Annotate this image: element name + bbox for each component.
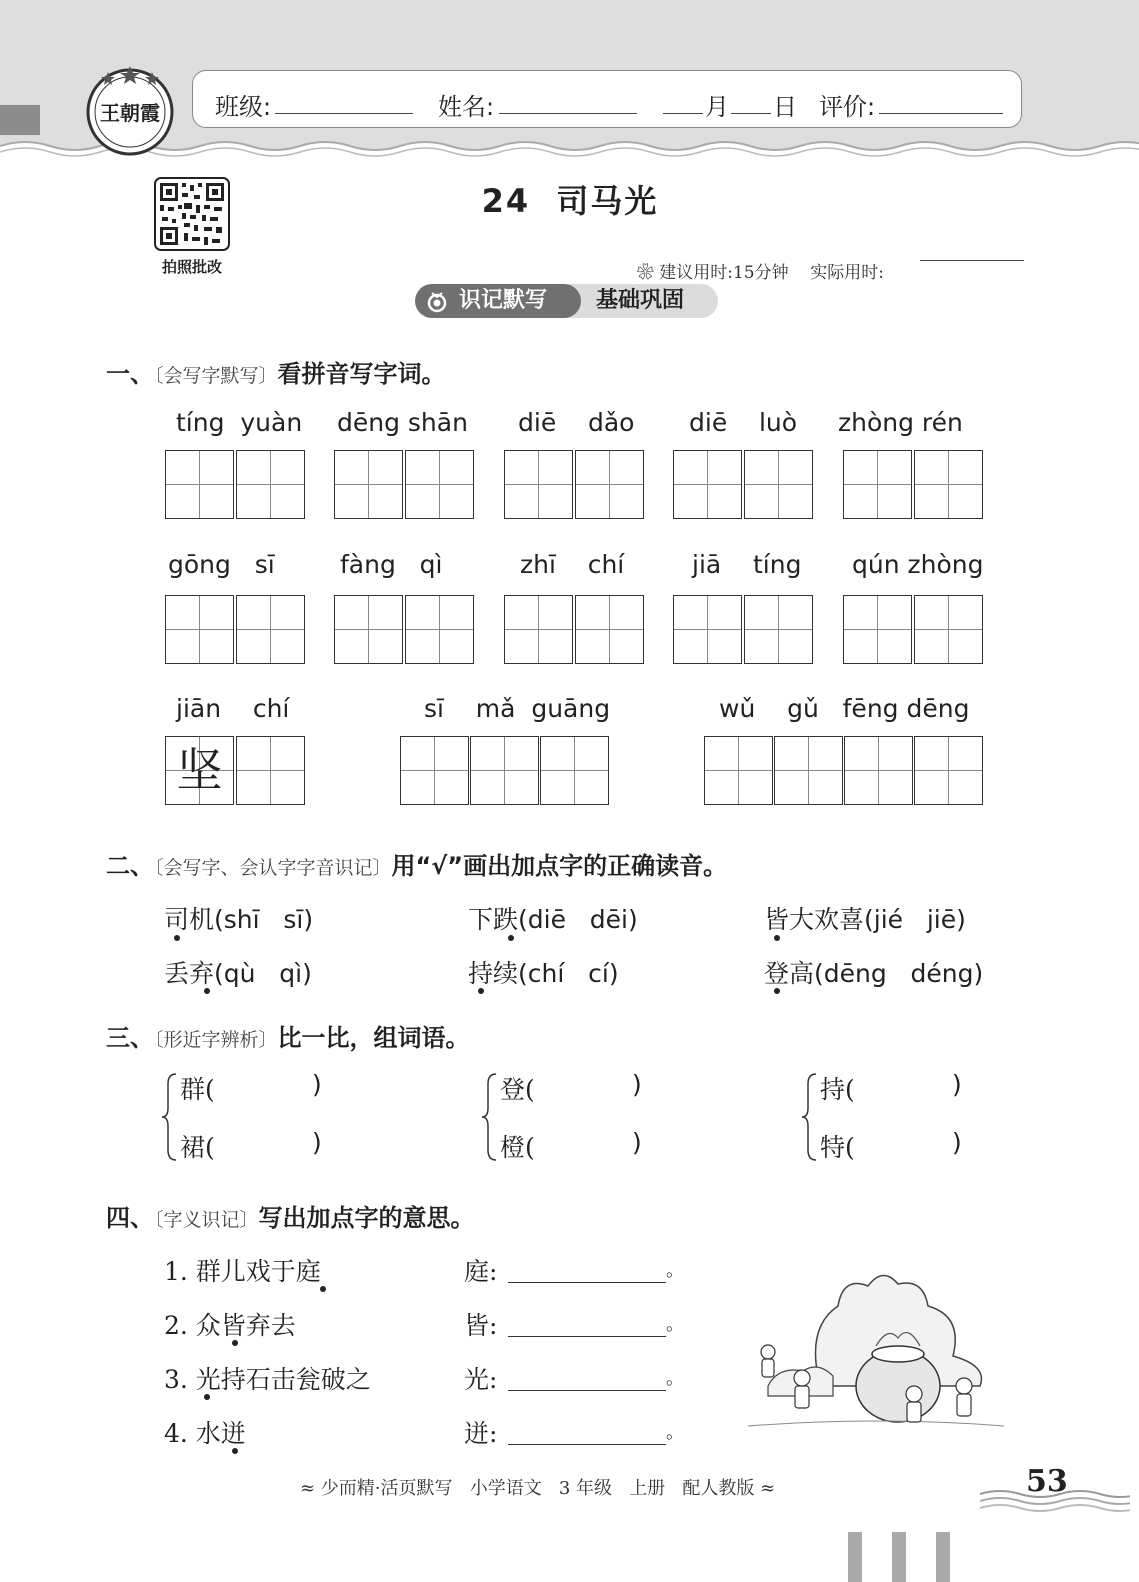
period-mark: 。 [666,1422,684,1443]
writing-grid-cell-prefilled [165,736,234,805]
definition-key: 迸: [464,1419,498,1448]
emphasis-dot [232,1340,238,1346]
writing-grid-cell[interactable] [405,595,474,664]
q3-instruction: 比一比，组词语。 [277,1024,470,1052]
day-label: 日 [773,93,797,121]
emphasis-dot [232,1448,238,1454]
close-paren: ) [632,1128,642,1157]
writing-grid-cell[interactable] [236,450,305,519]
sentence-item: 4. 水迸 [164,1419,246,1448]
writing-grid-cell[interactable] [540,736,609,805]
word-input-blank[interactable] [854,1072,948,1102]
writing-grid-cell[interactable] [504,450,573,519]
writing-grid-cell[interactable] [405,450,474,519]
close-paren: ) [952,1128,962,1157]
prefilled-character: 坚 [176,743,223,797]
lesson-title: 24 司马光 [481,182,659,220]
pinyin-label: qún zhòng [852,550,984,579]
definition-input-line[interactable] [508,1282,666,1283]
emphasis-dot [774,988,780,994]
definition-key: 光: [464,1365,498,1394]
q1-number: 一、 [106,360,154,388]
pinyin-label: wǔ gǔ fēng dēng [719,694,970,723]
writing-grid-cell[interactable] [744,595,813,664]
writing-grid-cell[interactable] [774,736,843,805]
q3-number: 三、 [106,1024,154,1052]
writing-grid-cell[interactable] [236,736,305,805]
emphasis-dot [320,1286,326,1292]
word-pair-item: 群( [180,1075,215,1104]
pronunciation-item[interactable]: 司机(shī sī) [164,905,314,934]
word-input-blank[interactable] [854,1130,948,1160]
writing-grid-cell[interactable] [165,450,234,519]
close-paren: ) [312,1070,322,1099]
period-mark: 。 [666,1368,684,1389]
left-brace-icon [160,1072,180,1162]
q1-tag: 〔会写字默写〕 [154,365,278,387]
definition-key: 庭: [464,1257,498,1286]
period-mark: 。 [666,1314,684,1335]
writing-grid-cell[interactable] [504,595,573,664]
pinyin-label: sī mǎ guāng [424,694,611,723]
rating-input-line[interactable] [879,113,1003,114]
pronunciation-item[interactable]: 登高(dēng déng) [764,959,984,988]
writing-grid-cell[interactable] [843,595,912,664]
section-tab-secondary: 基础巩固 [562,284,718,318]
pronunciation-item[interactable]: 持续(chí cí) [468,959,619,988]
question-3-heading [106,1018,470,1053]
svg-text:王朝霞: 王朝霞 [100,101,160,125]
word-pair-item: 橙( [500,1133,535,1162]
q4-tag: 〔字义识记〕 [154,1209,259,1231]
emphasis-dot [204,988,210,994]
sentence-item: 1. 群儿戏于庭 [164,1257,321,1286]
actual-time-input-line[interactable] [920,260,1024,261]
pronunciation-item[interactable]: 皆大欢喜(jié jiē) [764,905,966,934]
pinyin-label: dēng shān [337,408,468,437]
pinyin-label: diē dǎo [518,408,635,437]
word-input-blank[interactable] [534,1130,628,1160]
sentence-item: 3. 光持石击瓮破之 [164,1365,371,1394]
writing-grid-cell[interactable] [914,450,983,519]
writing-grid-cell[interactable] [236,595,305,664]
question-2-heading [106,846,727,881]
medal-icon [426,291,448,313]
pinyin-label: gōng sī [168,550,275,579]
pronunciation-item[interactable]: 下跌(diē dēi) [468,905,638,934]
pinyin-label: jiān chí [176,694,290,723]
rating-label: 评价: [819,93,876,121]
pinyin-label: tíng yuàn [176,408,303,437]
emphasis-dot [204,1394,210,1400]
writing-grid-cell[interactable] [844,736,913,805]
definition-input-line[interactable] [508,1390,666,1391]
emphasis-dot [508,935,514,941]
q3-tag: 〔形近字辨析〕 [154,1029,278,1051]
time-hint [626,238,884,283]
q4-instruction: 写出加点字的意思。 [258,1204,475,1232]
page-number: 53 [1026,1464,1068,1499]
word-pair-item: 持( [820,1075,855,1104]
writing-grid-cell[interactable] [704,736,773,805]
left-brace-icon [480,1072,500,1162]
writing-grid-cell[interactable] [673,450,742,519]
pronunciation-item[interactable]: 丢弃(qù qì) [164,959,312,988]
definition-key: 皆: [464,1311,498,1340]
time-hint-text: 建议用时:15分钟 实际用时: [659,263,884,283]
word-input-blank[interactable] [534,1072,628,1102]
class-label: 班级: [215,93,272,121]
brand-logo-icon [84,64,176,156]
name-input-line[interactable] [499,113,637,114]
sima-guang-illustration [748,1266,1004,1438]
left-edge-tab [0,105,40,135]
word-pair-item: 裙( [180,1133,215,1162]
emphasis-dot [774,935,780,941]
q4-number: 四、 [106,1204,154,1232]
writing-grid-cell[interactable] [843,450,912,519]
close-paren: ) [312,1128,322,1157]
writing-grid-cell[interactable] [744,450,813,519]
word-input-blank[interactable] [214,1130,308,1160]
word-pair-item: 登( [500,1075,535,1104]
close-paren: ) [632,1070,642,1099]
definition-input-line[interactable] [508,1444,666,1445]
period-mark: 。 [666,1260,684,1281]
writing-grid-cell[interactable] [914,595,983,664]
writing-grid-cell[interactable] [334,450,403,519]
writing-grid-cell[interactable] [575,595,644,664]
writing-grid-cell[interactable] [400,736,469,805]
footer-bars-decoration [848,1532,958,1582]
writing-grid-cell[interactable] [914,736,983,805]
qr-code-icon[interactable] [154,177,230,251]
name-label: 姓名: [438,93,495,121]
close-paren: ) [952,1070,962,1099]
pinyin-label: zhòng rén [838,408,963,437]
pinyin-label: jiā tíng [692,550,802,579]
q1-instruction: 看拼音写字词。 [277,360,446,388]
writing-grid-cell[interactable] [165,595,234,664]
writing-grid-cell[interactable] [673,595,742,664]
sentence-item: 2. 众皆弃去 [164,1311,296,1340]
writing-grid-cell[interactable] [575,450,644,519]
q2-number: 二、 [106,852,154,880]
word-pair-item: 特( [820,1133,855,1162]
writing-grid-cell[interactable] [470,736,539,805]
pinyin-label: fàng qì [340,550,443,579]
emphasis-dot [174,935,180,941]
qr-label: 拍照批改 [161,258,222,276]
class-input-line[interactable] [275,113,413,114]
flower-icon: ❀ [636,263,660,283]
student-info-box [192,70,1022,128]
footer-series-text: ≈ 少而精·活页默写 小学语文 3 年级 上册 配人教版 ≈ [300,1478,776,1499]
emphasis-dot [478,988,484,994]
left-brace-icon [800,1072,820,1162]
month-input-line[interactable] [663,113,703,114]
writing-grid-cell[interactable] [334,595,403,664]
pinyin-label: zhī chí [520,550,625,579]
definition-input-line[interactable] [508,1336,666,1337]
section-tab-primary: 识记默写 [415,284,581,318]
q2-instruction: 用“√”画出加点字的正确读音。 [391,852,728,880]
pinyin-label: diē luò [689,408,798,437]
word-input-blank[interactable] [214,1072,308,1102]
question-1-heading [106,354,446,389]
day-input-line[interactable] [731,113,771,114]
question-4-heading [106,1198,475,1233]
q2-tag: 〔会写字、会认字字音识记〕 [154,857,392,879]
month-label: 月 [705,93,729,121]
